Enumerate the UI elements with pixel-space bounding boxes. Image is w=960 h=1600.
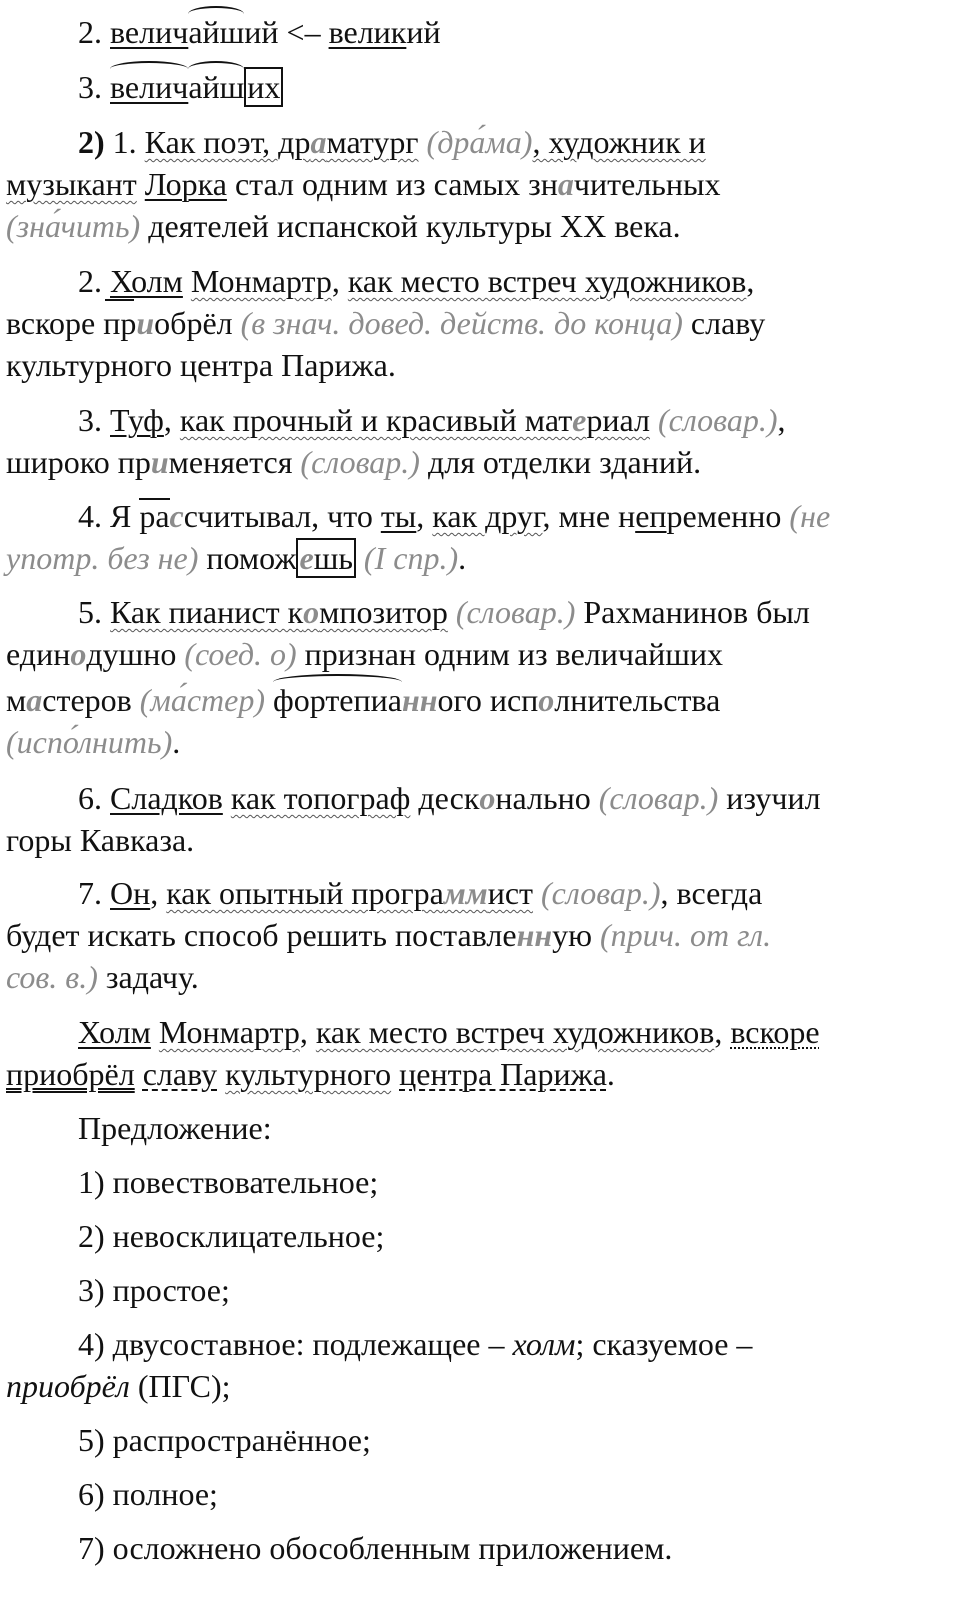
text: ,	[777, 402, 786, 438]
space	[223, 780, 231, 816]
text: широко пр	[6, 444, 151, 480]
comment: (словар.)	[300, 444, 420, 480]
text: ую	[552, 917, 593, 953]
suffix: айш	[188, 14, 245, 50]
predicate-word: приобрёл	[6, 1368, 130, 1404]
vowel: а	[26, 682, 43, 718]
sentence-4-line-2	[6, 538, 466, 578]
text: деятелей испанской культуры XX века.	[140, 208, 681, 244]
text: славу	[682, 305, 766, 341]
comment: (не	[781, 498, 831, 534]
text: 4) двусоставное: подлежащее –	[78, 1326, 513, 1362]
text: 5.	[78, 594, 110, 630]
root-word-2: велик	[328, 14, 407, 50]
text: изучил	[718, 780, 821, 816]
apposition: Как поэт, др	[144, 124, 311, 160]
comment: (словар.)	[598, 780, 719, 816]
apposition: ист	[487, 875, 534, 911]
double-consonant: мм	[443, 875, 488, 911]
text: душно	[86, 636, 177, 672]
text: ого	[437, 682, 482, 718]
text: ,	[416, 498, 433, 534]
double-consonant: нн	[516, 917, 553, 953]
apposition: как прочный и красивый мат	[179, 402, 573, 438]
consonant: с	[169, 498, 184, 534]
task-marker: 2)	[78, 124, 105, 160]
space	[135, 1056, 143, 1092]
sentence-5-line-4	[6, 722, 180, 762]
text: 2.	[78, 263, 110, 299]
comment: (словар.)	[541, 875, 661, 911]
sentence-2-line-2	[6, 303, 765, 343]
vowel: а	[557, 166, 574, 202]
apposition: как место встреч художников	[347, 263, 747, 299]
comment: (словар.)	[657, 402, 778, 438]
prefix: пр	[103, 305, 137, 341]
text: для отделки зданий.	[419, 444, 702, 480]
apposition: как опытный програ	[166, 875, 444, 911]
adverbial: вскоре	[730, 1014, 820, 1050]
text: считывал	[183, 498, 312, 534]
object: славу	[142, 1056, 218, 1092]
ending-vowel: е	[296, 538, 313, 578]
apposition: риал	[586, 402, 650, 438]
text: .	[458, 540, 467, 576]
text: культурного центра Парижа.	[6, 347, 396, 383]
text: 4. Я	[78, 498, 140, 534]
ending: шь	[314, 538, 356, 578]
ending-box: их	[244, 67, 283, 107]
text: ; сказуемое –	[575, 1326, 753, 1362]
arrow: <–	[278, 14, 329, 50]
suffix: айш	[188, 69, 245, 105]
space	[591, 780, 599, 816]
vowel: о	[70, 636, 87, 672]
apposition: мпозитор	[319, 594, 448, 630]
space	[265, 682, 273, 718]
sentence-4-line-1	[78, 496, 830, 536]
vowel: и	[136, 305, 155, 341]
apposition: как друг	[432, 498, 543, 534]
ending: ий	[244, 14, 279, 50]
attribute: Монмартр	[158, 1014, 300, 1050]
text: 7.	[78, 875, 110, 911]
apposition: как топограф	[230, 780, 411, 816]
analysis-line-1	[78, 1012, 820, 1052]
sentence-7-line-1	[78, 873, 762, 913]
sentence-6-line-1	[78, 778, 821, 818]
text: 1.	[104, 124, 145, 160]
attribute: культурного	[225, 1056, 392, 1092]
space	[132, 682, 140, 718]
text: чительных	[573, 166, 721, 202]
sentence-1-line-1	[78, 122, 706, 162]
text: исп	[481, 682, 539, 718]
prefix: еп	[635, 498, 667, 534]
comment: (прич. от гл.	[600, 917, 772, 953]
subject: Он	[110, 875, 151, 911]
text: ,	[714, 1014, 731, 1050]
text: един	[6, 636, 71, 672]
text: горы Кавказа.	[6, 822, 195, 858]
root-word: велич	[110, 14, 189, 50]
subject: Сладков	[110, 780, 223, 816]
property-item: 2) невосклицательное;	[78, 1218, 385, 1254]
text: Рахманинов был	[575, 594, 810, 630]
text: будет искать способ решить поставле	[6, 917, 517, 953]
sentence-7-line-3	[6, 957, 199, 997]
space	[650, 402, 658, 438]
property-item: 1) повествовательное;	[78, 1164, 379, 1200]
apposition: музыкант	[6, 166, 137, 202]
comment: (испо́лнить)	[6, 724, 173, 760]
space	[217, 1056, 225, 1092]
sentence-1-line-3	[6, 206, 681, 246]
space	[151, 1014, 159, 1050]
apposition: , художник и	[532, 124, 706, 160]
analysis-line-2	[6, 1054, 615, 1094]
text: ,	[163, 402, 180, 438]
root-arc: фортепиа	[273, 682, 402, 718]
subject: Холм	[110, 263, 183, 299]
sentence-5-line-1	[78, 592, 810, 632]
comment: (соед. о)	[184, 636, 297, 672]
text: (ПГС);	[129, 1368, 231, 1404]
text: ,	[331, 263, 348, 299]
space	[391, 1056, 399, 1092]
property-item: 7) осложнено обособленным приложением.	[78, 1530, 673, 1566]
text: , всегда	[660, 875, 763, 911]
ending-2: ий	[406, 14, 441, 50]
space	[533, 875, 541, 911]
prefix: ра	[139, 498, 170, 534]
text: лнительства	[554, 682, 721, 718]
property-item: 3) простое;	[78, 1272, 230, 1308]
text: , мне н	[542, 498, 636, 534]
attribute: Монмартр	[190, 263, 332, 299]
space	[356, 540, 364, 576]
text: стал одним из самых зн	[226, 166, 558, 202]
text: , что	[311, 498, 381, 534]
space	[233, 305, 241, 341]
double-consonant: нн	[401, 682, 438, 718]
text: деск	[410, 780, 480, 816]
text: меняется	[168, 444, 293, 480]
space	[592, 917, 600, 953]
text: помож	[198, 540, 297, 576]
vowel: о	[479, 780, 496, 816]
text: ,	[746, 263, 755, 299]
comment: употр. без не)	[6, 540, 199, 576]
apposition: Как пианист к	[110, 594, 304, 630]
morpheme-line-3	[78, 67, 283, 107]
comment: (I спр.)	[363, 540, 459, 576]
text: ,	[299, 1014, 316, 1050]
vowel: о	[303, 594, 320, 630]
text: обрёл	[154, 305, 233, 341]
sentence-6-line-2	[6, 820, 194, 860]
object: центра Парижа	[399, 1056, 607, 1092]
sentence-1-line-2	[6, 164, 721, 204]
sentence-7-line-2	[6, 915, 771, 955]
text: ременно	[666, 498, 782, 534]
apposition: как место встреч художников	[315, 1014, 715, 1050]
text: 6.	[78, 780, 110, 816]
sentence-2-line-1	[78, 261, 754, 301]
text: нально	[495, 780, 591, 816]
comment: (в знач. довед. действ. до конца)	[240, 305, 683, 341]
text: задачу.	[97, 959, 199, 995]
sentence-5-line-3	[6, 680, 720, 720]
property-item: 6) полное;	[78, 1476, 218, 1512]
sentence-3-line-1	[78, 400, 785, 440]
item-number: 2.	[78, 14, 110, 50]
text: м	[6, 682, 27, 718]
space	[448, 594, 456, 630]
text: .	[172, 724, 181, 760]
item-number: 3.	[78, 69, 110, 105]
property-item-4-line-2	[6, 1366, 231, 1406]
comment: (зна́чить)	[6, 208, 141, 244]
text: ,	[150, 875, 167, 911]
comment: (дра́ма)	[418, 124, 533, 160]
text: стеров	[42, 682, 132, 718]
property-item-4-line-1	[78, 1324, 752, 1364]
vowel: а	[310, 124, 327, 160]
sentence-3-line-2	[6, 442, 701, 482]
apposition: матург	[326, 124, 419, 160]
subject-word: холм	[512, 1326, 576, 1362]
properties-title: Предложение:	[78, 1110, 272, 1146]
morpheme-line-2	[78, 12, 441, 52]
vowel: е	[572, 402, 587, 438]
comment: сов. в.)	[6, 959, 98, 995]
sentence-5-line-2	[6, 634, 723, 674]
text: признан одним из величайших	[296, 636, 724, 672]
text: .	[606, 1056, 615, 1092]
comment: (ма́стер)	[139, 682, 265, 718]
sentence-2-line-3	[6, 345, 396, 385]
text: вскоре	[6, 305, 104, 341]
vowel: о	[538, 682, 555, 718]
space	[137, 166, 145, 202]
subject: Туф	[110, 402, 164, 438]
property-item: 5) распространённое;	[78, 1422, 371, 1458]
subject: Лорка	[144, 166, 227, 202]
comment: (словар.)	[455, 594, 576, 630]
subject: Холм	[78, 1014, 151, 1050]
space	[183, 263, 191, 299]
text: 3.	[78, 402, 110, 438]
vowel: и	[150, 444, 169, 480]
predicate: приобрёл	[6, 1056, 135, 1092]
subject: ты	[380, 498, 417, 534]
root-word: велич	[110, 69, 189, 105]
